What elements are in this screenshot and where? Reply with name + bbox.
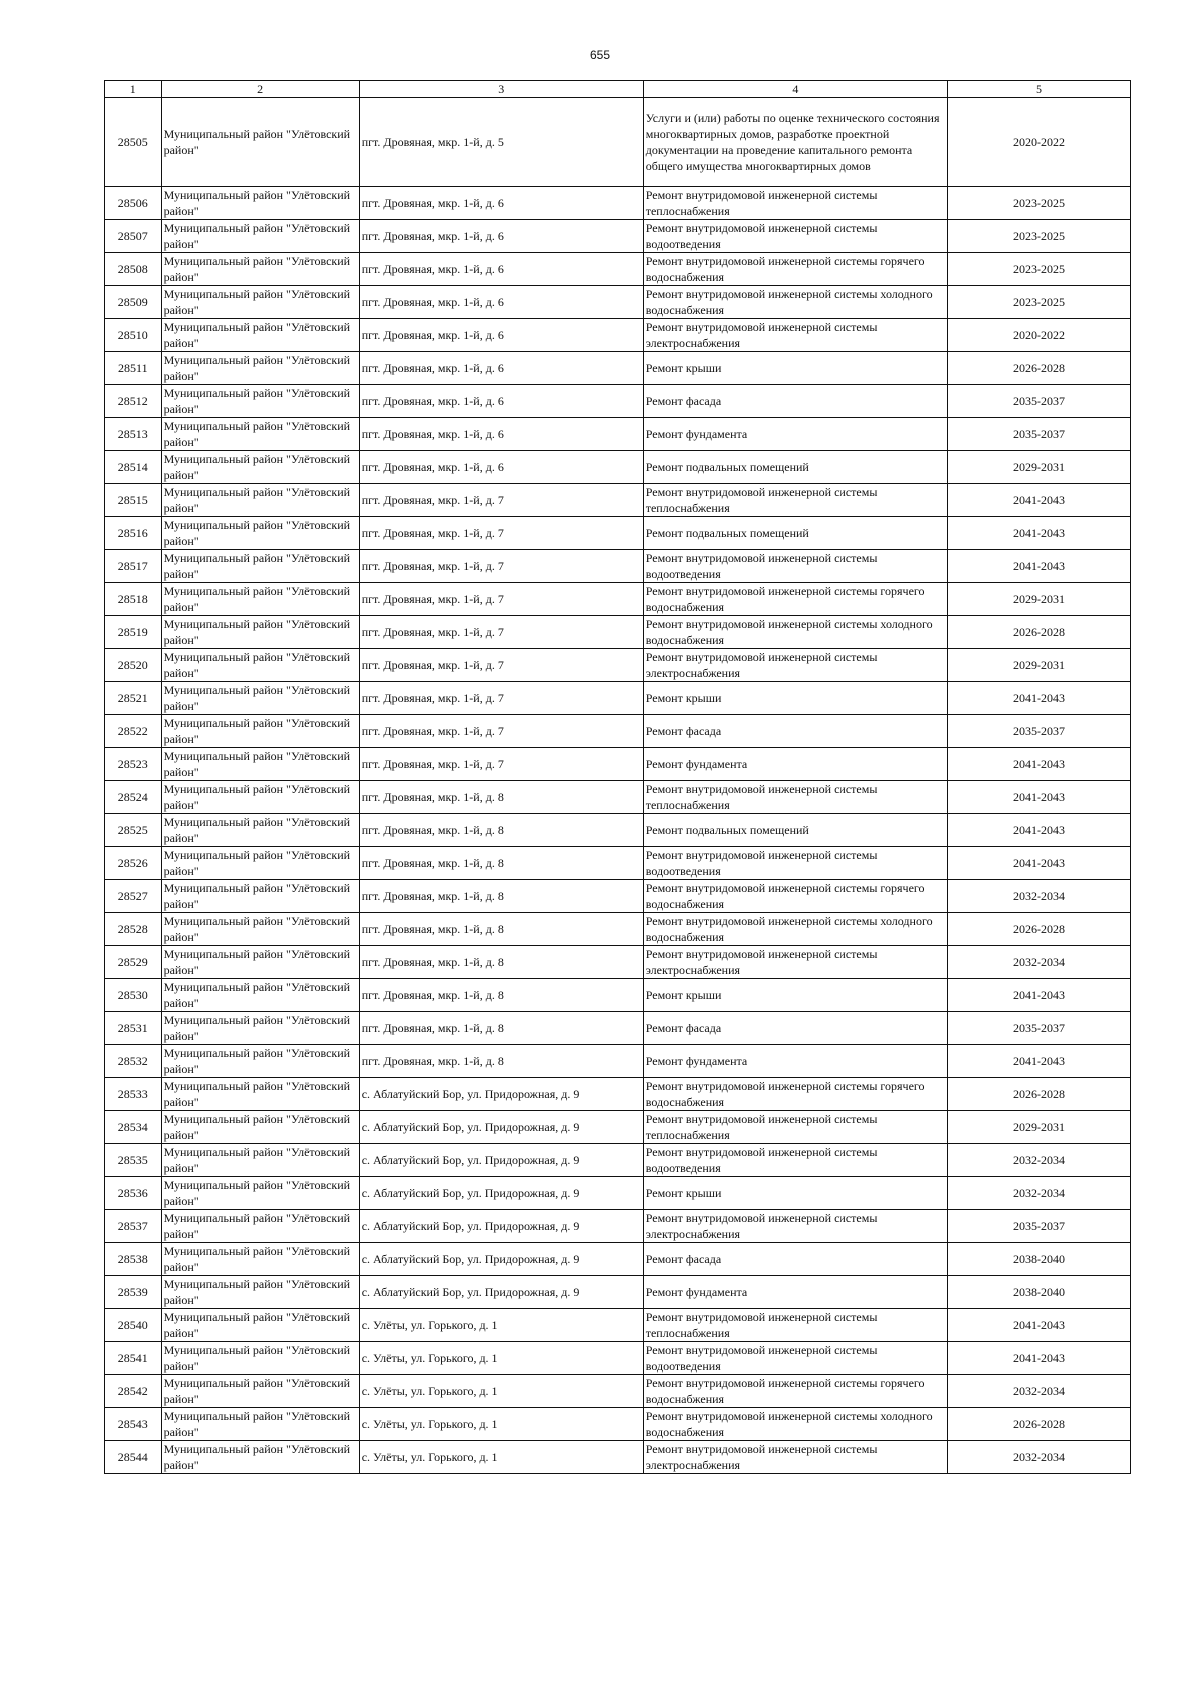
cell-district: Муниципальный район "Улётовский район" [161, 1276, 359, 1309]
cell-period: 2023-2025 [947, 286, 1130, 319]
cell-district: Муниципальный район "Улётовский район" [161, 649, 359, 682]
table-row [105, 1408, 1131, 1441]
cell-district: Муниципальный район "Улётовский район" [161, 715, 359, 748]
cell-period: 2029-2031 [947, 1111, 1130, 1144]
table-body [105, 98, 1131, 1474]
cell-district: Муниципальный район "Улётовский район" [161, 352, 359, 385]
cell-district: Муниципальный район "Улётовский район" [161, 319, 359, 352]
table-row [105, 319, 1131, 352]
cell-work-type: Ремонт крыши [643, 682, 947, 715]
cell-period: 2041-2043 [947, 1342, 1130, 1375]
cell-district: Муниципальный район "Улётовский район" [161, 1111, 359, 1144]
cell-period: 2026-2028 [947, 352, 1130, 385]
cell-number: 28518 [105, 583, 162, 616]
cell-number: 28534 [105, 1111, 162, 1144]
table-row [105, 847, 1131, 880]
cell-address: с. Аблатуйский Бор, ул. Придорожная, д. 9 [359, 1210, 643, 1243]
cell-number: 28523 [105, 748, 162, 781]
cell-address: с. Аблатуйский Бор, ул. Придорожная, д. 9 [359, 1144, 643, 1177]
table-row [105, 1078, 1131, 1111]
cell-number: 28531 [105, 1012, 162, 1045]
cell-work-type: Ремонт фундамента [643, 1276, 947, 1309]
cell-period: 2038-2040 [947, 1243, 1130, 1276]
cell-work-type: Ремонт внутридомовой инженерной системы электроснабжения [643, 1441, 947, 1474]
cell-address: пгт. Дровяная, мкр. 1-й, д. 8 [359, 880, 643, 913]
cell-number: 28520 [105, 649, 162, 682]
cell-period: 2020-2022 [947, 98, 1130, 187]
cell-number: 28508 [105, 253, 162, 286]
table-row [105, 1375, 1131, 1408]
table-row [105, 286, 1131, 319]
cell-work-type: Ремонт внутридомовой инженерной системы теплоснабжения [643, 1111, 947, 1144]
cell-work-type: Ремонт фасада [643, 715, 947, 748]
cell-work-type: Ремонт внутридомовой инженерной системы теплоснабжения [643, 781, 947, 814]
cell-address: пгт. Дровяная, мкр. 1-й, д. 6 [359, 451, 643, 484]
cell-address: пгт. Дровяная, мкр. 1-й, д. 7 [359, 748, 643, 781]
table-row [105, 385, 1131, 418]
cell-number: 28510 [105, 319, 162, 352]
cell-number: 28543 [105, 1408, 162, 1441]
cell-work-type: Ремонт подвальных помещений [643, 451, 947, 484]
cell-period: 2026-2028 [947, 1078, 1130, 1111]
cell-address: пгт. Дровяная, мкр. 1-й, д. 8 [359, 913, 643, 946]
page-number: 655 [589, 48, 611, 62]
cell-period: 2041-2043 [947, 484, 1130, 517]
cell-period: 2023-2025 [947, 253, 1130, 286]
cell-address: пгт. Дровяная, мкр. 1-й, д. 6 [359, 286, 643, 319]
cell-district: Муниципальный район "Улётовский район" [161, 286, 359, 319]
cell-work-type: Услуги и (или) работы по оценке технического состояния многоквартирных домов, разработке проектной документации на проведение капитального ремонта общего имущества многоквартирных домов [643, 98, 947, 187]
cell-period: 2041-2043 [947, 979, 1130, 1012]
cell-address: пгт. Дровяная, мкр. 1-й, д. 7 [359, 715, 643, 748]
cell-address: пгт. Дровяная, мкр. 1-й, д. 7 [359, 517, 643, 550]
cell-address: пгт. Дровяная, мкр. 1-й, д. 6 [359, 253, 643, 286]
table-row [105, 98, 1131, 187]
cell-number: 28525 [105, 814, 162, 847]
cell-work-type: Ремонт внутридомовой инженерной системы электроснабжения [643, 319, 947, 352]
cell-address: с. Аблатуйский Бор, ул. Придорожная, д. 9 [359, 1177, 643, 1210]
repair-schedule-table [104, 80, 1131, 1474]
cell-address: пгт. Дровяная, мкр. 1-й, д. 8 [359, 781, 643, 814]
cell-work-type: Ремонт фасада [643, 385, 947, 418]
table-row [105, 748, 1131, 781]
cell-district: Муниципальный район "Улётовский район" [161, 550, 359, 583]
table-row [105, 1210, 1131, 1243]
cell-period: 2035-2037 [947, 1210, 1130, 1243]
cell-period: 2026-2028 [947, 616, 1130, 649]
cell-period: 2023-2025 [947, 187, 1130, 220]
cell-number: 28533 [105, 1078, 162, 1111]
table-row [105, 352, 1131, 385]
cell-address: пгт. Дровяная, мкр. 1-й, д. 7 [359, 616, 643, 649]
table-row [105, 517, 1131, 550]
cell-address: пгт. Дровяная, мкр. 1-й, д. 6 [359, 352, 643, 385]
cell-period: 2032-2034 [947, 1375, 1130, 1408]
cell-address: пгт. Дровяная, мкр. 1-й, д. 7 [359, 550, 643, 583]
cell-address: пгт. Дровяная, мкр. 1-й, д. 6 [359, 220, 643, 253]
cell-period: 2041-2043 [947, 748, 1130, 781]
cell-number: 28539 [105, 1276, 162, 1309]
cell-address: пгт. Дровяная, мкр. 1-й, д. 7 [359, 682, 643, 715]
cell-district: Муниципальный район "Улётовский район" [161, 682, 359, 715]
cell-district: Муниципальный район "Улётовский район" [161, 517, 359, 550]
cell-district: Муниципальный район "Улётовский район" [161, 98, 359, 187]
cell-work-type: Ремонт подвальных помещений [643, 517, 947, 550]
cell-work-type: Ремонт внутридомовой инженерной системы водоотведения [643, 1342, 947, 1375]
cell-address: пгт. Дровяная, мкр. 1-й, д. 8 [359, 1045, 643, 1078]
cell-work-type: Ремонт внутридомовой инженерной системы водоотведения [643, 1144, 947, 1177]
cell-number: 28542 [105, 1375, 162, 1408]
table-row [105, 550, 1131, 583]
cell-period: 2029-2031 [947, 649, 1130, 682]
table-row [105, 814, 1131, 847]
cell-work-type: Ремонт внутридомовой инженерной системы электроснабжения [643, 649, 947, 682]
cell-work-type: Ремонт внутридомовой инженерной системы холодного водоснабжения [643, 616, 947, 649]
table-row [105, 253, 1131, 286]
cell-address: пгт. Дровяная, мкр. 1-й, д. 5 [359, 98, 643, 187]
cell-number: 28530 [105, 979, 162, 1012]
cell-work-type: Ремонт внутридомовой инженерной системы холодного водоснабжения [643, 1408, 947, 1441]
cell-district: Муниципальный район "Улётовский район" [161, 1177, 359, 1210]
cell-number: 28511 [105, 352, 162, 385]
cell-period: 2032-2034 [947, 880, 1130, 913]
cell-district: Муниципальный район "Улётовский район" [161, 814, 359, 847]
cell-work-type: Ремонт фундамента [643, 1045, 947, 1078]
table-row [105, 418, 1131, 451]
cell-number: 28515 [105, 484, 162, 517]
cell-number: 28541 [105, 1342, 162, 1375]
cell-period: 2038-2040 [947, 1276, 1130, 1309]
cell-work-type: Ремонт фасада [643, 1012, 947, 1045]
cell-period: 2029-2031 [947, 583, 1130, 616]
cell-address: с. Улёты, ул. Горького, д. 1 [359, 1309, 643, 1342]
cell-work-type: Ремонт фасада [643, 1243, 947, 1276]
table-row [105, 1045, 1131, 1078]
cell-address: с. Аблатуйский Бор, ул. Придорожная, д. 9 [359, 1276, 643, 1309]
cell-number: 28536 [105, 1177, 162, 1210]
cell-number: 28529 [105, 946, 162, 979]
cell-address: пгт. Дровяная, мкр. 1-й, д. 8 [359, 1012, 643, 1045]
cell-district: Муниципальный район "Улётовский район" [161, 187, 359, 220]
cell-period: 2041-2043 [947, 550, 1130, 583]
cell-work-type: Ремонт внутридомовой инженерной системы горячего водоснабжения [643, 253, 947, 286]
table-row [105, 715, 1131, 748]
cell-work-type: Ремонт внутридомовой инженерной системы водоотведения [643, 847, 947, 880]
cell-number: 28513 [105, 418, 162, 451]
cell-district: Муниципальный район "Улётовский район" [161, 913, 359, 946]
cell-work-type: Ремонт внутридомовой инженерной системы водоотведения [643, 550, 947, 583]
cell-period: 2032-2034 [947, 1177, 1130, 1210]
cell-period: 2026-2028 [947, 1408, 1130, 1441]
cell-district: Муниципальный район "Улётовский район" [161, 1243, 359, 1276]
cell-number: 28522 [105, 715, 162, 748]
cell-district: Муниципальный район "Улётовский район" [161, 748, 359, 781]
cell-district: Муниципальный район "Улётовский район" [161, 1342, 359, 1375]
cell-work-type: Ремонт внутридомовой инженерной системы холодного водоснабжения [643, 286, 947, 319]
cell-period: 2023-2025 [947, 220, 1130, 253]
column-header-1: 1 [105, 81, 162, 98]
cell-work-type: Ремонт внутридомовой инженерной системы теплоснабжения [643, 187, 947, 220]
cell-district: Муниципальный район "Улётовский район" [161, 1045, 359, 1078]
table-row [105, 1342, 1131, 1375]
table-row [105, 946, 1131, 979]
cell-district: Муниципальный район "Улётовский район" [161, 1210, 359, 1243]
cell-district: Муниципальный район "Улётовский район" [161, 616, 359, 649]
cell-address: с. Улёты, ул. Горького, д. 1 [359, 1375, 643, 1408]
cell-district: Муниципальный район "Улётовский район" [161, 1408, 359, 1441]
cell-period: 2032-2034 [947, 1441, 1130, 1474]
cell-number: 28544 [105, 1441, 162, 1474]
cell-district: Муниципальный район "Улётовский район" [161, 220, 359, 253]
cell-number: 28514 [105, 451, 162, 484]
cell-period: 2041-2043 [947, 682, 1130, 715]
cell-number: 28505 [105, 98, 162, 187]
cell-district: Муниципальный район "Улётовский район" [161, 1441, 359, 1474]
table-row [105, 220, 1131, 253]
column-header-4: 4 [643, 81, 947, 98]
table-row [105, 1111, 1131, 1144]
cell-number: 28528 [105, 913, 162, 946]
table-row [105, 583, 1131, 616]
cell-number: 28516 [105, 517, 162, 550]
cell-address: с. Улёты, ул. Горького, д. 1 [359, 1408, 643, 1441]
column-header-3: 3 [359, 81, 643, 98]
cell-district: Муниципальный район "Улётовский район" [161, 1078, 359, 1111]
cell-district: Муниципальный район "Улётовский район" [161, 253, 359, 286]
cell-work-type: Ремонт крыши [643, 1177, 947, 1210]
cell-work-type: Ремонт внутридомовой инженерной системы теплоснабжения [643, 484, 947, 517]
cell-address: пгт. Дровяная, мкр. 1-й, д. 8 [359, 946, 643, 979]
table-row [105, 1243, 1131, 1276]
table-row [105, 484, 1131, 517]
table-row [105, 451, 1131, 484]
cell-work-type: Ремонт внутридомовой инженерной системы электроснабжения [643, 946, 947, 979]
cell-work-type: Ремонт внутридомовой инженерной системы электроснабжения [643, 1210, 947, 1243]
cell-period: 2035-2037 [947, 418, 1130, 451]
cell-address: пгт. Дровяная, мкр. 1-й, д. 6 [359, 418, 643, 451]
cell-number: 28532 [105, 1045, 162, 1078]
table-row [105, 682, 1131, 715]
cell-district: Муниципальный район "Улётовский район" [161, 946, 359, 979]
cell-district: Муниципальный район "Улётовский район" [161, 583, 359, 616]
cell-work-type: Ремонт внутридомовой инженерной системы горячего водоснабжения [643, 1078, 947, 1111]
cell-work-type: Ремонт крыши [643, 979, 947, 1012]
cell-period: 2035-2037 [947, 715, 1130, 748]
cell-period: 2029-2031 [947, 451, 1130, 484]
cell-district: Муниципальный район "Улётовский район" [161, 484, 359, 517]
table-row [105, 649, 1131, 682]
cell-period: 2026-2028 [947, 913, 1130, 946]
cell-number: 28509 [105, 286, 162, 319]
cell-district: Муниципальный район "Улётовский район" [161, 451, 359, 484]
cell-number: 28537 [105, 1210, 162, 1243]
column-header-2: 2 [161, 81, 359, 98]
cell-period: 2035-2037 [947, 385, 1130, 418]
table-row [105, 979, 1131, 1012]
cell-period: 2041-2043 [947, 1045, 1130, 1078]
table-row [105, 1441, 1131, 1474]
cell-work-type: Ремонт внутридомовой инженерной системы горячего водоснабжения [643, 1375, 947, 1408]
cell-district: Муниципальный район "Улётовский район" [161, 418, 359, 451]
table-row [105, 1144, 1131, 1177]
cell-number: 28524 [105, 781, 162, 814]
cell-address: с. Улёты, ул. Горького, д. 1 [359, 1342, 643, 1375]
cell-period: 2035-2037 [947, 1012, 1130, 1045]
cell-work-type: Ремонт внутридомовой инженерной системы холодного водоснабжения [643, 913, 947, 946]
cell-work-type: Ремонт внутридомовой инженерной системы горячего водоснабжения [643, 583, 947, 616]
cell-period: 2032-2034 [947, 1144, 1130, 1177]
cell-number: 28517 [105, 550, 162, 583]
cell-period: 2041-2043 [947, 847, 1130, 880]
cell-number: 28527 [105, 880, 162, 913]
cell-number: 28507 [105, 220, 162, 253]
cell-work-type: Ремонт крыши [643, 352, 947, 385]
table-row [105, 1012, 1131, 1045]
cell-address: пгт. Дровяная, мкр. 1-й, д. 6 [359, 319, 643, 352]
cell-number: 28526 [105, 847, 162, 880]
cell-period: 2041-2043 [947, 1309, 1130, 1342]
cell-address: пгт. Дровяная, мкр. 1-й, д. 7 [359, 583, 643, 616]
cell-number: 28521 [105, 682, 162, 715]
cell-period: 2032-2034 [947, 946, 1130, 979]
cell-number: 28506 [105, 187, 162, 220]
table-row [105, 880, 1131, 913]
cell-district: Муниципальный район "Улётовский район" [161, 1012, 359, 1045]
cell-number: 28538 [105, 1243, 162, 1276]
cell-work-type: Ремонт внутридомовой инженерной системы горячего водоснабжения [643, 880, 947, 913]
cell-address: с. Аблатуйский Бор, ул. Придорожная, д. 9 [359, 1111, 643, 1144]
cell-district: Муниципальный район "Улётовский район" [161, 385, 359, 418]
table-header-row [105, 81, 1131, 98]
cell-address: пгт. Дровяная, мкр. 1-й, д. 6 [359, 385, 643, 418]
cell-district: Муниципальный район "Улётовский район" [161, 979, 359, 1012]
table-row [105, 913, 1131, 946]
cell-period: 2041-2043 [947, 814, 1130, 847]
cell-district: Муниципальный район "Улётовский район" [161, 1144, 359, 1177]
cell-work-type: Ремонт внутридомовой инженерной системы теплоснабжения [643, 1309, 947, 1342]
cell-period: 2020-2022 [947, 319, 1130, 352]
cell-number: 28540 [105, 1309, 162, 1342]
cell-address: пгт. Дровяная, мкр. 1-й, д. 6 [359, 187, 643, 220]
cell-period: 2041-2043 [947, 517, 1130, 550]
cell-district: Муниципальный район "Улётовский район" [161, 880, 359, 913]
cell-address: пгт. Дровяная, мкр. 1-й, д. 8 [359, 979, 643, 1012]
cell-district: Муниципальный район "Улётовский район" [161, 847, 359, 880]
cell-address: пгт. Дровяная, мкр. 1-й, д. 7 [359, 649, 643, 682]
table-row [105, 187, 1131, 220]
cell-address: с. Улёты, ул. Горького, д. 1 [359, 1441, 643, 1474]
cell-number: 28512 [105, 385, 162, 418]
cell-address: пгт. Дровяная, мкр. 1-й, д. 8 [359, 847, 643, 880]
cell-number: 28535 [105, 1144, 162, 1177]
cell-period: 2041-2043 [947, 781, 1130, 814]
table-row [105, 616, 1131, 649]
cell-address: пгт. Дровяная, мкр. 1-й, д. 8 [359, 814, 643, 847]
cell-work-type: Ремонт внутридомовой инженерной системы водоотведения [643, 220, 947, 253]
cell-number: 28519 [105, 616, 162, 649]
cell-district: Муниципальный район "Улётовский район" [161, 1309, 359, 1342]
cell-work-type: Ремонт фундамента [643, 418, 947, 451]
cell-address: с. Аблатуйский Бор, ул. Придорожная, д. 9 [359, 1078, 643, 1111]
table-row [105, 1177, 1131, 1210]
column-header-5: 5 [947, 81, 1130, 98]
cell-district: Муниципальный район "Улётовский район" [161, 1375, 359, 1408]
cell-work-type: Ремонт подвальных помещений [643, 814, 947, 847]
cell-work-type: Ремонт фундамента [643, 748, 947, 781]
table-row [105, 781, 1131, 814]
table-row [105, 1276, 1131, 1309]
cell-address: пгт. Дровяная, мкр. 1-й, д. 7 [359, 484, 643, 517]
table-row [105, 1309, 1131, 1342]
cell-address: с. Аблатуйский Бор, ул. Придорожная, д. 9 [359, 1243, 643, 1276]
cell-district: Муниципальный район "Улётовский район" [161, 781, 359, 814]
